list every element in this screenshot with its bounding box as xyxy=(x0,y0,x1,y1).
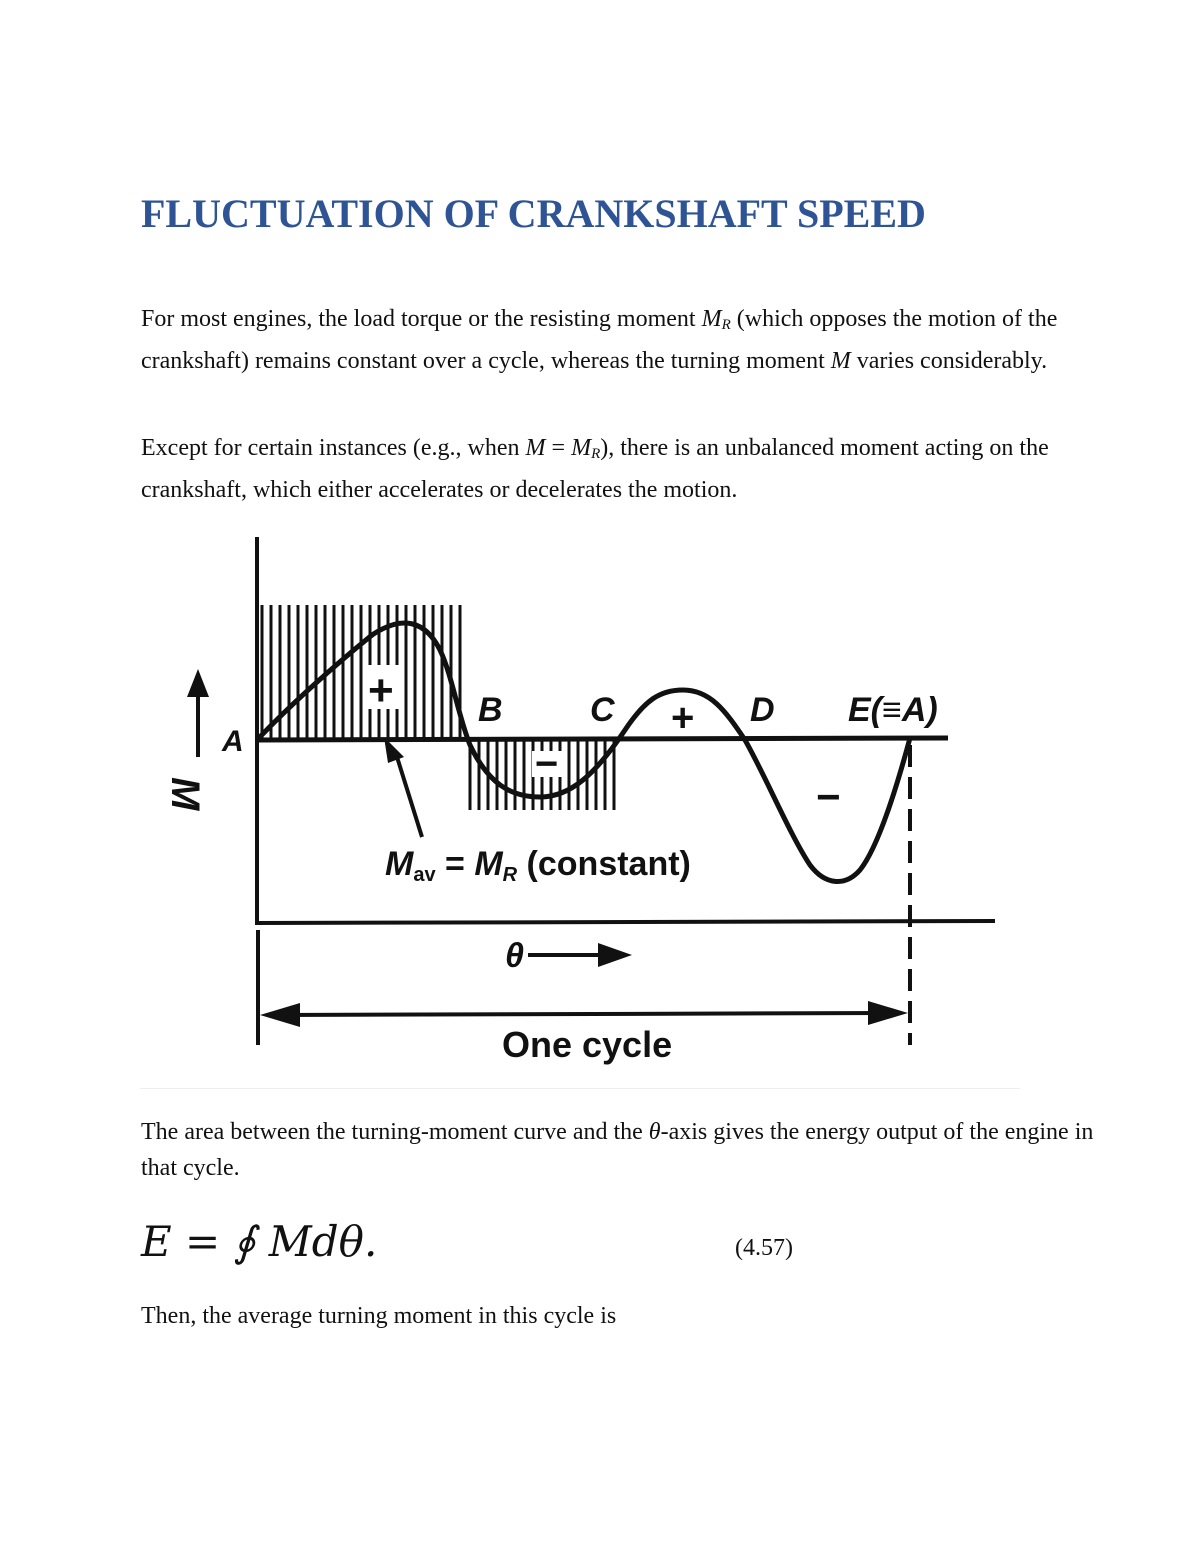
symbol-m: M xyxy=(701,306,722,332)
symbol-m: M xyxy=(571,435,592,461)
point-label-a: A xyxy=(222,725,244,758)
turning-moment-curve xyxy=(257,623,910,881)
text-run: (which opposes the motion of the crankshaft) remains constant over a cycle, whereas the turning moment xyxy=(141,306,1058,374)
point-label-e: E(≡A) xyxy=(848,691,938,729)
plus-sign-second: + xyxy=(671,696,695,740)
point-label-b: B xyxy=(478,691,503,729)
text-run: Except for certain instances (e.g., when xyxy=(141,435,526,461)
plus-sign-first: + xyxy=(368,666,394,715)
point-label-d: D xyxy=(750,691,775,729)
turning-moment-diagram xyxy=(140,525,1020,1090)
energy-equation: E = ∮ Mdθ. xyxy=(141,1217,378,1266)
paragraph-unbalanced-moment xyxy=(141,430,1101,508)
paragraph-energy-output xyxy=(141,1114,1101,1186)
symbol-theta: θ xyxy=(648,1119,661,1145)
text-run: For most engines, the load torque or the resisting moment xyxy=(141,306,702,332)
subscript-r: R xyxy=(721,317,731,333)
m-axis-label: M xyxy=(163,777,207,811)
text-run: = xyxy=(545,435,572,461)
figure-divider xyxy=(140,1088,1020,1089)
minus-sign-second: − xyxy=(816,773,841,820)
theta-label: θ xyxy=(505,937,524,975)
mav-equation-label: Mav = MR (constant) xyxy=(385,845,691,886)
text-run: -axis gives the energy output of the engine in that cycle. xyxy=(141,1119,1094,1181)
subscript-r: R xyxy=(591,446,601,462)
text-run: The area between the turning-moment curve and the xyxy=(141,1119,649,1145)
theta-axis xyxy=(257,921,995,923)
one-cycle-label: One cycle xyxy=(502,1024,673,1065)
m-axis-arrow xyxy=(187,669,209,757)
equation-number: (4.57) xyxy=(735,1235,793,1261)
diagram-svg xyxy=(140,525,1020,1090)
point-label-c: C xyxy=(590,691,615,729)
theta-arrow xyxy=(528,943,632,967)
paragraph-resisting-moment xyxy=(141,301,1101,379)
positive-area-hatching xyxy=(262,585,460,740)
section-heading: FLUCTUATION OF CRANKSHAFT SPEED xyxy=(141,191,926,236)
symbol-m: M xyxy=(830,348,851,374)
average-moment-line xyxy=(257,738,948,740)
text-run: ), there is an unbalanced moment acting on the crankshaft, which either accelerates or decelerates the motion. xyxy=(141,435,1049,503)
text-run: varies considerably. xyxy=(850,348,1048,374)
paragraph-average-moment: Then, the average turning moment in this cycle is xyxy=(141,1303,617,1329)
pointer-arrow xyxy=(384,737,422,837)
symbol-m: M xyxy=(525,435,546,461)
minus-sign-first: − xyxy=(535,742,559,786)
